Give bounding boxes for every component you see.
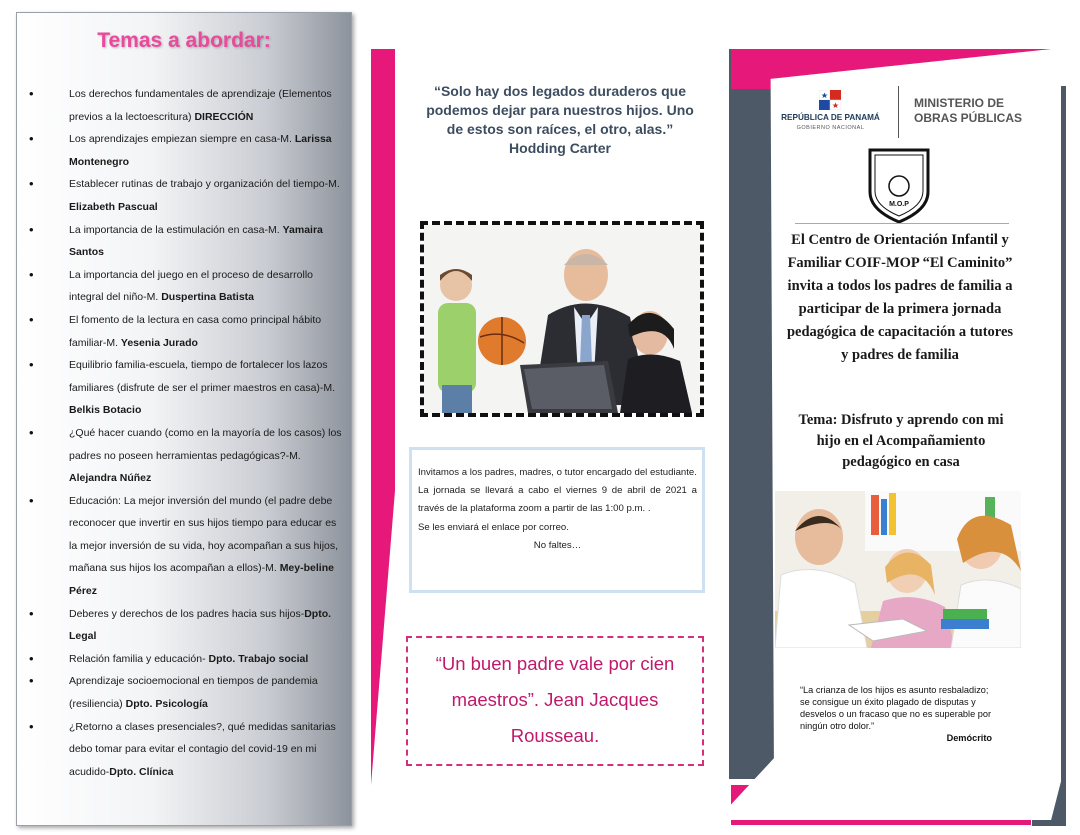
topics-panel	[16, 12, 352, 826]
quote-hodding-carter	[420, 82, 700, 158]
quote-author: Demócrito	[946, 733, 992, 743]
logo-divider	[898, 86, 899, 138]
topics-list	[29, 83, 345, 783]
crest-text: M.O.P	[889, 201, 909, 208]
topic-item: • Establecer rutinas de trabajo y organización del tiempo-M. Elizabeth Pascual	[29, 173, 345, 218]
topic-item: • Los derechos fundamentales de aprendizaje (Elementos previos a la lectoescritura) DIRECCIÓN	[29, 83, 345, 128]
ministry-name: MINISTERIO DE OBRAS PÚBLICAS	[914, 96, 1023, 125]
topic-item: • Relación familia y educación- Dpto. Trabajo social	[29, 648, 345, 671]
quote-text: “Solo hay dos legados duraderos que podemos dejar para nuestros hijos. Uno de estos son raíces, el otro, alas.”	[426, 83, 694, 137]
topic-item: • Deberes y derechos de los padres hacia sus hijos-Dpto. Legal	[29, 603, 345, 648]
invitation-text: El Centro de Orientación Infantil y Familiar COIF-MOP “El Caminito” invita a todos los padres de familia a participar de la primera jornada pedagógica de capacitación a tutores y padres de familia	[786, 232, 1014, 363]
topic-item: • La importancia de la estimulación en casa-M. Yamaira Santos	[29, 219, 345, 264]
topic-item: • ¿Retorno a clases presenciales?, qué medidas sanitarias debo tomar para evitar el contagio del covid-19 en mi acudido-Dpto. Clínica	[29, 716, 345, 784]
quote-democrito	[800, 684, 992, 744]
gov-subtitle: GOBIERNO NACIONAL	[796, 125, 865, 131]
gov-name: REPÚBLICA DE PANAMÁ	[781, 113, 880, 122]
topic-heading: Tema: Disfruto y aprendo con mi hijo en el Acompañamiento pedagógico en casa	[798, 412, 1004, 470]
family-reading-photo	[775, 491, 1021, 648]
slate-bar-left	[729, 49, 777, 779]
parent-child-photo	[420, 221, 704, 417]
invitation-box	[409, 447, 705, 593]
topic-item: • La importancia del juego en el proceso de desarrollo integral del niño-M. Duspertina Batista	[29, 264, 345, 309]
pink-stripe-decoration	[371, 49, 395, 785]
quote-rousseau: “Un buen padre vale por cien maestros”. Jean Jacques Rousseau.	[406, 636, 704, 766]
invite-line: La jornada se llevará a cabo el viernes 9 de abril de 2021 a través de la plataforma zoom a partir de las 1:00 p.m. .	[418, 485, 697, 515]
topic-item: • El fomento de la lectura en casa como principal hábito familiar-M. Yesenia Jurado	[29, 309, 345, 354]
panama-government-logo	[778, 86, 883, 138]
invite-line: Se les enviará el enlace por correo.	[418, 521, 569, 533]
invite-line: Invitamos a los padres, madres, o tutor encargado del estudiante.	[418, 467, 697, 478]
topics-title: Temas a abordar:	[97, 29, 271, 52]
photo-illustration	[775, 491, 1021, 648]
topic-item: • ¿Qué hacer cuando (como en la mayoría de los casos) los padres no poseen herramientas pedagógicas?-M. Alejandra Núñez	[29, 422, 345, 490]
quote-text: “La crianza de los hijos es asunto resbaladizo; se consigue un éxito plagado de disputas y desvelos o un fracaso que no es superable por ningún otro dolor.”	[800, 685, 992, 731]
topic-item: • Aprendizaje socioemocional en tiempos de pandemia (resiliencia) Dpto. Psicología	[29, 670, 345, 715]
coif-crest-logo	[866, 146, 932, 224]
divider-line	[795, 223, 1009, 224]
topic-item: • Los aprendizajes empiezan siempre en casa-M. Larissa Montenegro	[29, 128, 345, 173]
invite-closing: No faltes…	[533, 539, 582, 551]
panama-flag-icon	[819, 90, 841, 110]
topic-item: • Educación: La mejor inversión del mundo (el padre debe reconocer que invertir en sus hijos tiempo para educar es la mejor inversión de su vida, hoy acompañan a sus hijos, mañana sus hijos los acompañan a ellos)-M. Mey-beline Pérez	[29, 490, 345, 603]
topic-item: • Equilibrio familia-escuela, tiempo de fortalecer los lazos familiares (disfrute de ser el primer maestros en casa)-M. Belkis Botacio	[29, 354, 345, 422]
photo-illustration	[424, 225, 700, 413]
shield-icon	[866, 146, 932, 224]
quote-author: Hodding Carter	[509, 140, 611, 156]
